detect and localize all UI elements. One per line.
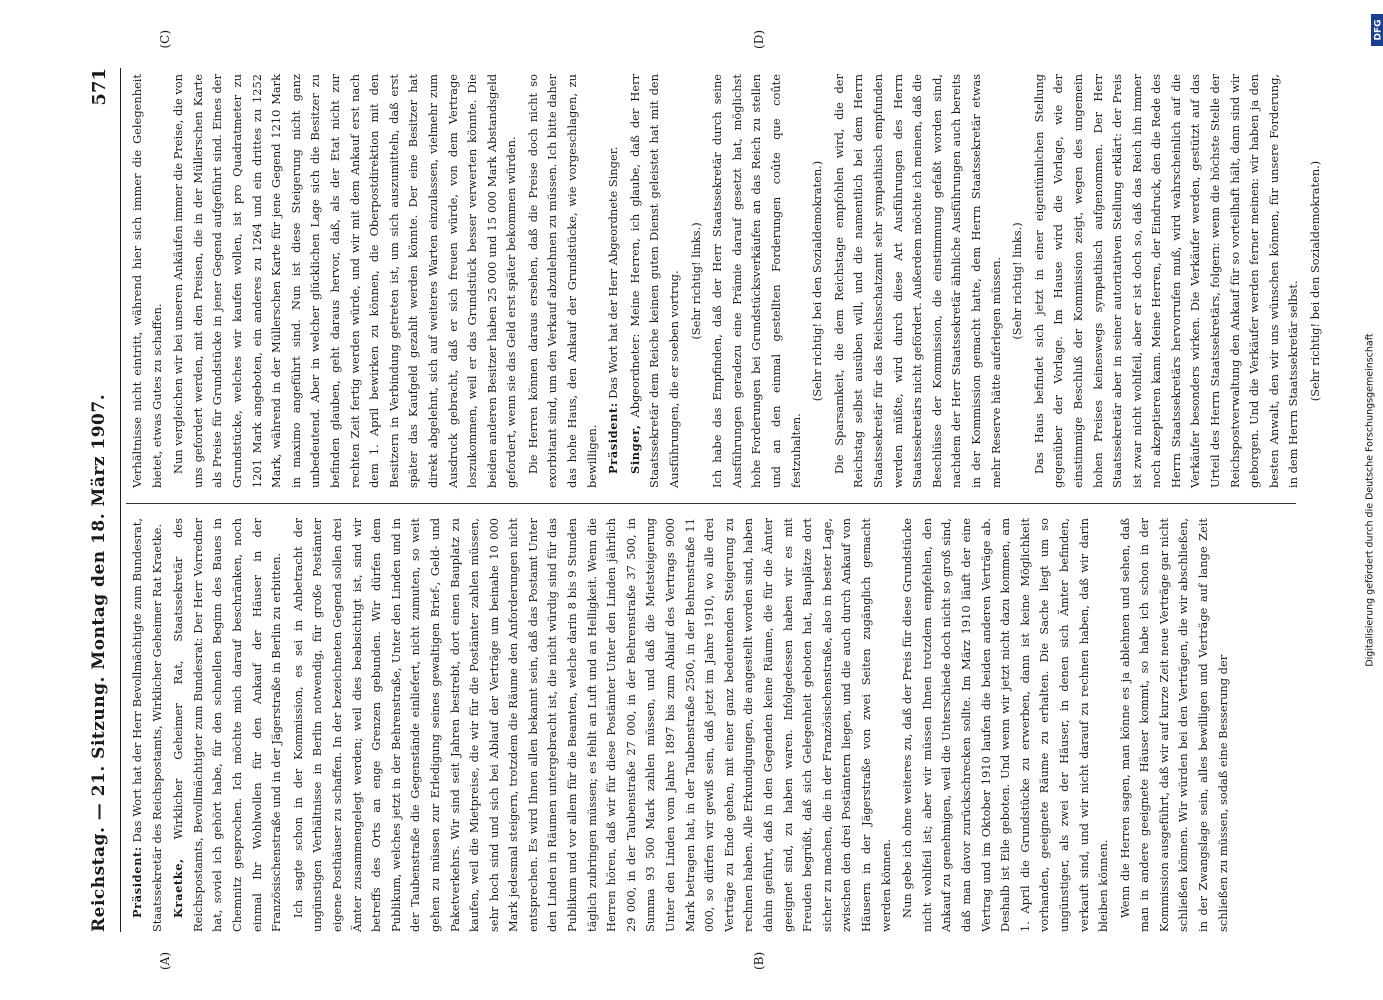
paragraph [128, 74, 167, 488]
paragraph [523, 74, 601, 488]
speaker-name: Präsident: [605, 402, 620, 474]
paragraph [829, 74, 1005, 488]
paragraph-text: (Sehr richtig! bei den Sozialdemokraten.) [809, 160, 824, 402]
dfg-logo [1371, 14, 1383, 46]
paragraph-text: Abgeordneter: Meine Herren, ich glaube, daß der Herr Staatssekretär dem Reiche keinen guten Dienst geleistet hat mit den Ausführungen, die er soeben vortrug. [627, 74, 681, 488]
paragraph-text: Die Herren können daraus ersehen, daß die Preise doch nicht so exorbitant sind, um den Verkauf abzulehnen zu müssen. Ich bitte daher das hohe Haus, den Ankauf der Grundstücke, wie vorgeschlagen, zu bewilligen. [525, 74, 599, 488]
margin-marker-b: (B) [751, 951, 766, 970]
paragraph [898, 518, 1114, 932]
header-title: Reichstag. — 21. Sitzung. Montag den 18. März 1907. [88, 393, 109, 932]
paragraph [128, 518, 167, 932]
margin-marker-a: (A) [157, 951, 172, 970]
left-column [128, 518, 1235, 932]
page-header [82, 68, 116, 932]
right-column [128, 74, 1328, 488]
paragraph [686, 74, 706, 488]
paragraph [625, 74, 684, 488]
speaker-name: Präsident: [129, 846, 144, 918]
paragraph-text: Das Wort hat der Herr Bevollmächtigte zum Bundesrat, Staatssekretär des Reichspostamts, Wirklicher Geheimer Rat Kraetke. [129, 517, 164, 932]
paragraph [1008, 74, 1028, 488]
paragraph-text: Wirklicher Geheimer Rat, Staatssekretär des Reichspostamts, Bevollmächtigter zum Bundesrat: Der Herr Vorredner hat, soviel ich gehört habe, für den schnellen Beginn des Baues in Chemnitz gesprochen. Ich möchte mich darauf beschränken, noch einmal Ihr Wohlwollen für den Ankauf der Häuser in der Französischenstraße und in der Jägerstraße in Berlin zu erbitten. [170, 517, 283, 932]
paragraph-text: (Sehr richtig! bei den Sozialdemokraten.) [1307, 160, 1322, 402]
speaker-name: Singer, [627, 424, 642, 474]
paragraph [808, 74, 828, 488]
paragraph-text: Wenn die Herren sagen, man könne es ja ablehnen und sehen, daß man in andere geeignete Häuser kommt, so habe ich schon in der Kommission ausgeführt, daß wir auf kurze Zeit neue Verträge gar nicht schließen können. Wir würden bei den Verträgen, die wir abschließen, in der Zwangslage sein, alles bewilligen und Verträge auf lange Zeit schließen zu müssen, sodaß eine Besserung der [1117, 518, 1230, 932]
page-number: 571 [88, 68, 109, 106]
paragraph-text: (Sehr richtig! links.) [1009, 222, 1024, 340]
column-divider [126, 503, 1296, 504]
paragraph [169, 74, 522, 488]
margin-marker-c: (C) [157, 30, 172, 49]
paragraph [169, 518, 287, 932]
digitization-credit: Digitalisierung gefördert durch die Deutsche Forschungsgemeinschaft [1364, 333, 1376, 667]
paragraph-text: (Sehr richtig! links.) [688, 222, 703, 340]
paragraph [708, 74, 806, 488]
paragraph-text: Das Haus befindet sich jetzt in einer eigentümlichen Stellung gegenüber der Vorlage. Im Hause wird die Vorlage, wie der einstimmige Beschluß der Kommission zeigt, wegen des ungemein hohen Preises keineswegs sympathisch aufgenommen. Der Herr Staatssekretär aber in seiner autoritativen Stellung erklärt: der Preis ist zwar nicht wohlfeil, aber er ist doch so, daß das Reich ihn immer noch akzeptieren kann. Meine Herren, der Eindruck, den die Rede des Herrn Staatssekretärs hervorrufen muß, wird wahrscheinlich auf die Verkäufer besonders wirken. Die Verkäufer werden, gestützt auf das Urteil des Herrn Staatssekretärs, folgern: wenn die höchste Stelle der Reichspostverwaltung den Ankauf für so vorteilhaft hält, dann sind wir geborgen. Und die Verkäufer werden ferner meinen: wir haben ja den besten Anwalt, den wir uns wünschen können, für unsere Forderung, in dem Herrn Staatssekretär selbst. [1031, 74, 1300, 488]
paragraph [1115, 518, 1233, 932]
paragraph-text: Nun gebe ich ohne weiteres zu, daß der Preis für diese Grundstücke nicht wohlfeil ist; aber wir müssen Ihnen trotzdem empfehlen, den Ankauf zu genehmigen, weil die Unterschiede doch nicht so groß sind, daß man davor zurückschrecken sollte. Im März 1910 läuft der eine Vertrag und im Oktober 1910 laufen die beiden anderen Verträge ab. Deshalb ist Eile geboten. Und wenn wir jetzt nicht dazu kommen, am 1. April die Grundstücke zu erwerben, dann ist keine Möglichkeit vorhanden, geeignete Räume zu erhalten. Die Sache liegt um so ungünstiger, als zwei der Häuser, in denen sich Ämter befinden, verkauft sind, und wir nicht darauf zu rechnen haben, daß wir darin bleiben können. [899, 518, 1110, 932]
paragraph-text: Ich habe das Empfinden, daß der Herr Staatssekretär durch seine Ausführungen geradezu eine Prämie darauf gesetzt hat, möglichst hohe Forderungen bei Grundstücksverkäufen an das Reich zu stellen und an den einmal gestellten Forderungen coûte que coûte festzuhalten. [709, 74, 803, 488]
paragraph-text: Verhältnisse nicht eintritt, während hier sich immer die Gelegenheit bietet, etwas Gutes zu schaffen. [129, 74, 164, 488]
paragraph [1029, 74, 1303, 488]
speaker-name: Kraetke, [170, 858, 185, 918]
dfg-logo-text: DFG [1373, 19, 1383, 41]
paragraph [604, 74, 624, 488]
header-rule [120, 68, 121, 932]
paragraph-text: Das Wort hat der Herr Abgeordnete Singer. [605, 146, 620, 399]
document-page [62, 30, 1322, 970]
paragraph [288, 518, 895, 932]
margin-marker-d: (D) [751, 30, 766, 49]
paragraph-text: Ich sagte schon in der Kommission, es sei in Anbetracht der ungünstigen Verhältnisse in Berlin notwendig, für große Postämter eigene Posthäuser zu schaffen. In der bezeichneten Gegend sollen drei Ämter zusammengelegt werden; weil dies beabsichtigt ist, sind wir betreffs des Orts an enge Grenzen gebunden. Wir dürfen dem Publikum, welches jetzt in der Behrenstraße, Unter den Linden und in der Taubenstraße die Gegenstände einliefert, nicht zumuten, so weit gehen zu müssen zur Erledigung seines gewaltigen Brief-, Geld- und Paketverkehrs. Wir sind seit Jahren bestrebt, dort einen Bauplatz zu kaufen, weil die Mietpreise, die wir für die Postämter zahlen müssen, sehr hoch sind und sich bei Ablauf der Verträge um beinahe 10 000 Mark jedesmal steigern, trotzdem die Räume den Anforderungen nicht entsprechen. Es wird Ihnen allen bekannt sein, daß das Postamt Unter den Linden in Räumen untergebracht ist, die nicht würdig sind für das Publikum und vor allem für die Beamten, welche darin 8 bis 9 Stunden täglich zubringen müssen; es fehlt an Luft und an Helligkeit. Wenn die Herren hören, daß wir für diese Postämter Unter den Linden jährlich 29 000, in der Taubenstraße 27 000, in der Behrenstraße 37 500, in Summa 93 500 Mark zahlen müssen, und daß die Mietsteigerung Unter den Linden vom Jahre 1897 bis zum Ablauf des Vertrags 9000 Mark betragen hat, in der Taubenstraße 2500, in der Behrenstraße 11 000, so dürfen wir gewiß sein, daß jetzt im Jahre 1910, wo alle drei Verträge zu Ende gehen, mit einer ganz bedeutenden Steigerung zu rechnen haben. Alle Erkundigungen, die angestellt worden sind, haben dahin geführt, daß in den Gegenden keine Räume, die für die Ämter geeignet sind, zu haben waren. Infolgedessen haben wir es mit Freuden begrüßt, daß sich Gelegenheit geboten hat, Bauplätze dort sicher zu machen, die in der Französischenstraße, also in bester Lage, zwischen den drei Postämtern liegen, und die auch durch Ankauf von Häusern in der Jägerstraße von zwei Seiten zugänglich gemacht werden können. [290, 518, 893, 932]
paragraph-text: Die Sparsamkeit, die dem Reichstage empfohlen wird, die der Reichstag selbst ausüben will, und die namentlich bei dem Herrn Staatssekretär für das Reichsschatzamt sehr sympathisch empfunden werden müßte, wird durch diese Art Ausführungen des Herrn Staatssekretärs nicht gefördert. Außerdem möchte ich meinen, daß die Beschlüsse der Kommission, die einstimmung gefaßt worden sind, nachdem der Herr Staatssekretär ähnliche Ausführungen auch bereits in der Kommission gemacht hatte, dem Herrn Staatssekretär etwas mehr Reserve hätte auferlegen müssen. [831, 74, 1003, 488]
paragraph-text: Nun vergleichen wir bei unseren Ankäufen immer die Preise, die von uns gefordert werden, mit den Preisen, die in der Müllerschen Karte als Preise für Grundstücke in jener Gegend aufgeführt sind. Eines der Grundstücke, welches wir kaufen wollen, ist pro Quadratmeter zu 1201 Mark angeboten, ein anderes zu 1264 und ein drittes zu 1252 Mark, während in der Müllerschen Karte für jene Gegend 1210 Mark in maximo angeführt sind. Nun ist diese Steigerung nicht ganz unbedeutend. Aber in welcher glücklichen Lage sich die Besitzer zu befinden glauben, geht daraus hervor, daß, als der Etat nicht zur rechten Zeit fertig werden würde, und wir mit dem Ankauf erst nach dem 1. April bewirken zu können, die Oberpostdirektion mit den Besitzern in Verbindung getreten ist, um sich auszumitteln, daß erst später das Kaufgeld gezahlt werden könnte. Der eine Besitzer hat direkt abgelehnt, sich auf weiteres Warten einzulassen, vielmehr zum Ausdruck gebracht, daß er sich freuen würde, von dem Vertrage loszukommen, weil er das Grundstück besser verwerten könnte. Die beiden anderen Besitzer haben 25 000 und 15 000 Mark Abstandsgeld gefordert, wenn sie das Geld erst später bekommen würden. [170, 74, 518, 488]
paragraph [1306, 74, 1326, 488]
